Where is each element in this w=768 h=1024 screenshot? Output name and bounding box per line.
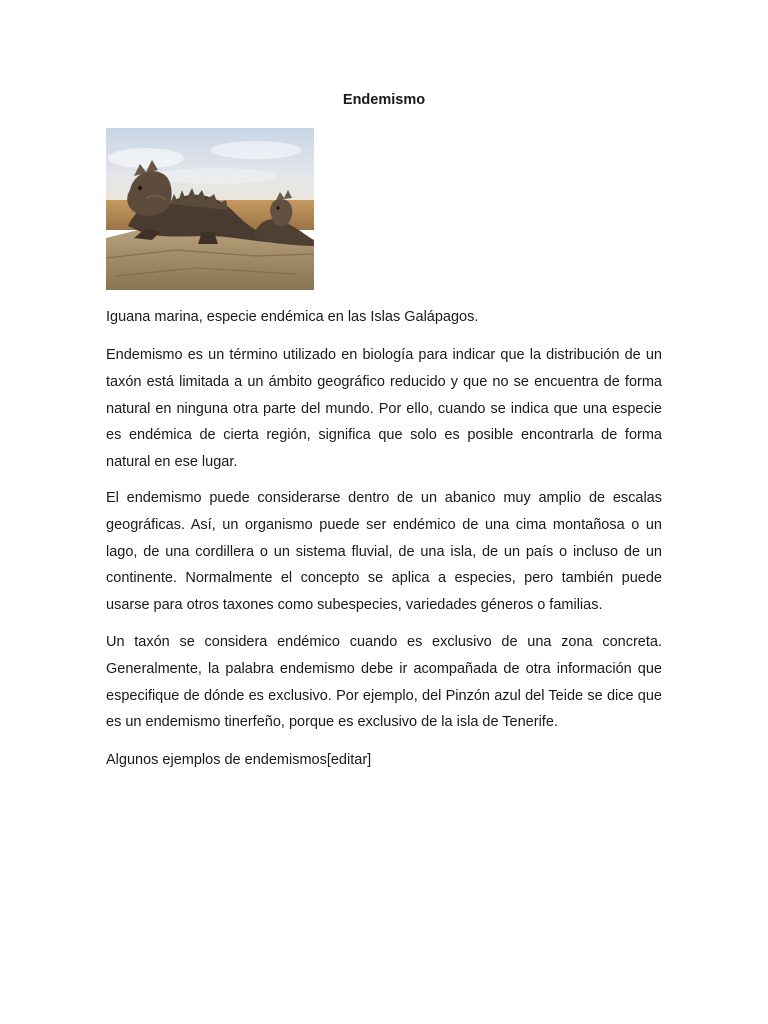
figure-caption: Iguana marina, especie endémica en las Islas Galápagos. xyxy=(106,309,479,325)
section-heading-examples: Algunos ejemplos de endemismos[editar] xyxy=(106,752,372,768)
document-title: Endemismo xyxy=(342,92,426,108)
paragraph-geographic-scales: El endemismo puede considerarse dentro de un abanico muy amplio de escalas geográficas. Así, un organismo puede ser endémico de una cima montañosa o un lago, de una cordillera o un sistema fluvial, de una isla, de un país o incluso de un continente. Normalmente el concepto se aplica a especies, pero también puede usarse para otros taxones como subespecies, variedades géneros o familias. xyxy=(106,490,662,614)
marine-iguana-photo xyxy=(106,128,314,290)
paragraph-endemic-taxon: Un taxón se considera endémico cuando es exclusivo de una zona concreta. Generalmente, la palabra endemismo debe ir acompañada de otra información que especifique de dónde es exclusivo. Por ejemplo, del Pinzón azul del Teide se dice que es un endemismo tinerfeño, porque es exclusivo de la isla de Tenerife. xyxy=(106,634,662,731)
paragraph-definition: Endemismo es un término utilizado en biología para indicar que la distribución de un taxón está limitada a un ámbito geográfico reducido y que no se encuentra de forma natural en ninguna otra parte del mundo. Por ello, cuando se indica que una especie es endémica de cierta región, significa que solo es posible encontrarla de forma natural en ese lugar. xyxy=(106,347,662,471)
